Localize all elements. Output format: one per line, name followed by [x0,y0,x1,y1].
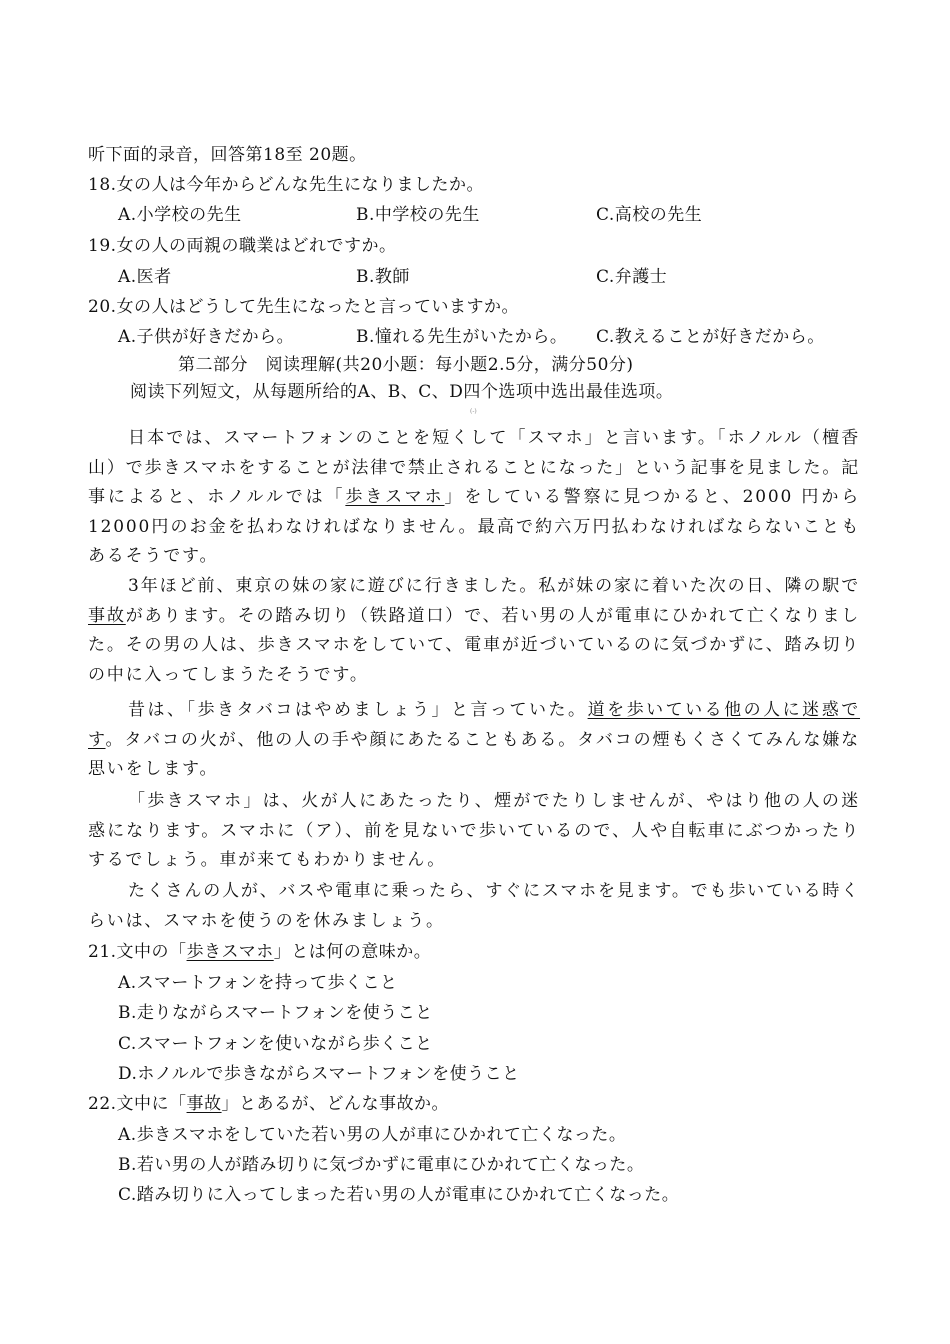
passage-paragraph-4: 「歩きスマホ」は、火が人にあたったり、煙がでたりしませんが、やはり他の人の迷惑になります。スマホに（ア）、前を見ないで歩いているので、人や自転車にぶつかったりするでしょう。車が来てもわかりません。 [88,791,860,870]
question-19-stem: 19.女の人の両親の職業はどれですか。 [88,236,397,256]
question-20-stem: 20.女の人はどうして先生になったと言っていますか。 [88,297,520,317]
question-22-option-a: A.歩きスマホをしていた若い男の人が車にひかれて亡くなった。 [118,1125,627,1145]
question-19-option-c: C.弁護士 [596,267,668,287]
question-18-option-b: B.中学校の先生 [356,205,480,225]
term-aruki-sumaho: 歩きスマホ [345,487,445,507]
listening-intro: 听下面的录音，回答第18至 20题。 [88,145,367,165]
question-22-stem: 22.文中に「事故」とあるが、どんな事故か。 [88,1094,450,1114]
term-jiko: 事故 [88,605,126,626]
question-18-stem: 18.女の人は今年からどんな先生になりましたか。 [88,175,485,195]
question-19-option-b: B.教師 [356,267,410,287]
question-21-stem: 21.文中の「歩きスマホ」とは何の意味か。 [88,942,432,962]
question-21-option-d: D.ホノルルで歩きながらスマートフォンを使うこと [118,1064,520,1084]
question-18-option-c: C.高校の先生 [596,205,703,225]
question-22-option-c: C.踏み切りに入ってしまった若い男の人が電車にひかれて亡くなった。 [118,1185,680,1205]
question-20-option-a: A.子供が好きだから。 [118,327,295,347]
passage-paragraph-1: 日本では、スマートフォンのことを短くして「スマホ」と言います。「ホノルル（檀香山）で歩きスマホをすることが法律で禁止されることになった」という記事を見ました。記事によると、ホノルルでは「歩きスマホ」をしている警察に見つかると、2000 円から12000円のお金を払わなければなりません。最高で約六万円払わなければならないこともあるそうです。 [88,428,860,566]
question-21-option-c: C.スマートフォンを使いながら歩くこと [118,1034,433,1054]
underlined-sentence: 道を歩いている他の人に迷惑です [88,700,861,750]
passage-paragraph-5: たくさんの人が、バスや電車に乗ったら、すぐにスマホを見ます。でも歩いている時くらいは、スマホを使うのを休みましょう。 [88,881,860,931]
question-19-option-a: A.医者 [118,267,172,287]
passage-number-mark: (-) [470,408,477,415]
passage-paragraph-3: 昔は、「歩きタバコはやめましょう」と言っていた。道を歩いている他の人に迷惑です。タバコの火が、他の人の手や顔にあたることもある。タバコの煙もくさくてみんな嫌な思いをします。 [88,700,861,779]
reading-instruction: 阅读下列短文，从每题所给的A、B、C、D四个选项中选出最佳选项。 [130,382,674,402]
question-21-option-a: A.スマートフォンを持って歩くこと [118,973,398,993]
question-21-option-b: B.走りながらスマートフォンを使うこと [118,1003,433,1023]
question-18-option-a: A.小学校の先生 [118,205,242,225]
question-22-option-b: B.若い男の人が踏み切りに気づかずに電車にひかれて亡くなった。 [118,1155,645,1175]
passage-paragraph-2: 3年ほど前、東京の妹の家に遊びに行きました。私が妹の家に着いた次の日、隣の駅で事故があります。その踏み切り（铁路道口）で、若い男の人が電車にひかれて亡くなりました。その男の人は、歩きスマホをしていて、電車が近づいているのに気づかずに、踏み切りの中に入ってしまうたそうです。 [88,576,860,685]
question-20-option-b: B.憧れる先生がいたから。 [356,327,568,347]
section-title: 第二部分 阅读理解(共20小题：每小题2.5分，满分50分) [178,355,634,375]
question-20-option-c: C.教えることが好きだから。 [596,327,825,347]
